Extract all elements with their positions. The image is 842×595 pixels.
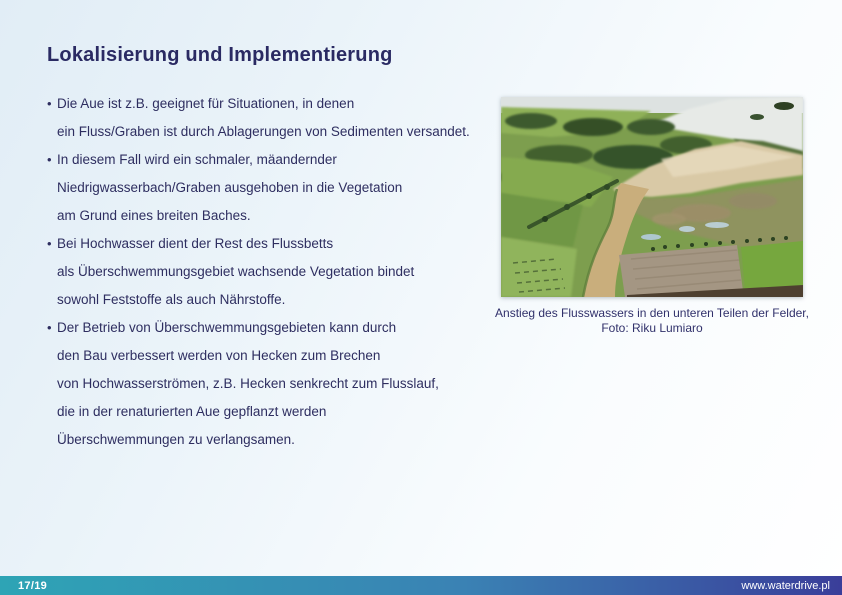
line-text: In diesem Fall wird ein schmaler, mäandernder	[57, 152, 337, 167]
line-text: Niedrigwasserbach/Graben ausgehoben in die Vegetation	[57, 180, 403, 195]
page-number: 17/19	[18, 579, 48, 592]
list-line	[47, 202, 497, 230]
bullet-list	[47, 90, 497, 454]
list-line	[47, 258, 497, 286]
line-text: Der Betrieb von Überschwemmungsgebieten kann durch	[57, 320, 397, 335]
footer-bar	[0, 576, 842, 595]
line-text: am Grund eines breiten Baches.	[57, 208, 251, 223]
line-text: die in der renaturierten Aue gepflanzt werden	[57, 404, 327, 419]
line-text: von Hochwasserströmen, z.B. Hecken senkrecht zum Flusslauf,	[57, 376, 439, 391]
line-text: Die Aue ist z.B. geeignet für Situationen, in denen	[57, 96, 355, 111]
bullet-marker: •	[47, 96, 52, 111]
line-text: den Bau verbessert werden von Hecken zum Brechen	[57, 348, 381, 363]
list-line	[47, 426, 497, 454]
list-line	[47, 90, 497, 118]
line-text: als Überschwemmungsgebiet wachsende Vegetation bindet	[57, 264, 415, 279]
list-line	[47, 342, 497, 370]
list-line	[47, 118, 497, 146]
caption-line-1: Anstieg des Flusswassers in den unteren Teilen der Felder,	[495, 306, 809, 320]
bullet-marker: •	[47, 236, 52, 251]
slide-title: Lokalisierung und Implementierung	[47, 44, 393, 66]
photo-caption	[482, 306, 822, 336]
list-line	[47, 146, 497, 174]
line-text: Bei Hochwasser dient der Rest des Flussbetts	[57, 236, 334, 251]
aerial-photo-graphic	[501, 97, 803, 297]
list-line	[47, 230, 497, 258]
bullet-marker: •	[47, 320, 52, 335]
website-text: www.waterdrive.pl	[741, 579, 830, 592]
list-line	[47, 314, 497, 342]
line-text: sowohl Feststoffe als auch Nährstoffe.	[57, 292, 286, 307]
list-line	[47, 370, 497, 398]
list-line	[47, 398, 497, 426]
line-text: ein Fluss/Graben ist durch Ablagerungen von Sedimenten versandet.	[57, 124, 470, 139]
list-line	[47, 286, 497, 314]
line-text: Überschwemmungen zu verlangsamen.	[57, 432, 295, 447]
caption-line-2: Foto: Riku Lumiaro	[601, 321, 703, 335]
aerial-photo	[501, 97, 803, 297]
bullet-marker: •	[47, 152, 52, 167]
list-line	[47, 174, 497, 202]
